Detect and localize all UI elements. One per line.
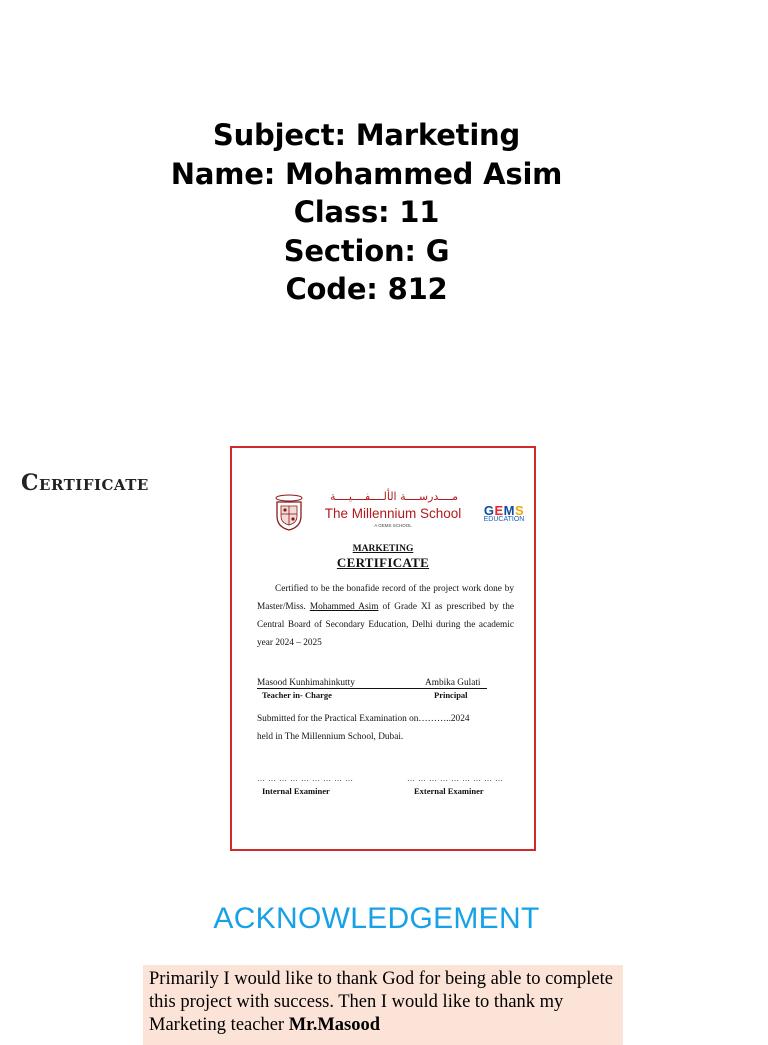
acknowledgement-teacher-name: Mr.Masood: [288, 1015, 381, 1035]
certificate-heading: CERTIFICATE: [336, 555, 430, 570]
school-crest-icon: [272, 494, 306, 532]
teacher-name: Masood Kunhimahinkutty: [257, 678, 355, 688]
signature-names: [257, 678, 487, 689]
school-subtitle: A GEMS SCHOOL: [374, 523, 412, 528]
principal-role: Principal: [434, 690, 468, 700]
gems-wordmark: GEMS: [483, 503, 525, 518]
external-examiner-label: External Examiner: [414, 786, 484, 796]
certificate-card: [230, 446, 536, 851]
cover-code: Code: 812: [285, 272, 448, 306]
principal-name: Ambika Gulati: [425, 678, 481, 688]
gems-education-label: EDUCATION: [483, 516, 525, 523]
certificate-side-label: Certificate: [21, 470, 149, 496]
gems-education-logo: [482, 503, 526, 523]
cover-name: Name: Mohammed Asim: [170, 156, 563, 191]
cover-details: [0, 116, 733, 309]
cover-subject: Subject: Marketing: [212, 118, 521, 152]
signature-roles: [262, 690, 512, 700]
internal-examiner-label: Internal Examiner: [262, 786, 330, 796]
cover-class: Class: 11: [293, 195, 440, 229]
submission-note: [257, 710, 497, 746]
student-name: Mohammed Asim: [309, 602, 379, 612]
cover-section: Section: G: [283, 233, 450, 268]
certificate-subject: MARKETING: [352, 544, 414, 554]
acknowledgement-text: Primarily I would like to thank God for being able to complete this project with success. Then I would like to thank my Marketing teacher: [149, 969, 613, 1035]
submission-line-2: held in The Millennium School, Dubai.: [257, 732, 404, 742]
certificate-body: [257, 580, 514, 652]
school-name-arabic: مــــدرســــة الألــــفــــيــــة: [330, 490, 458, 503]
certificate-body-prefix: Certified to be the bonafide record of the project work done by Master/Miss.: [257, 584, 514, 612]
school-name: The Millennium School: [324, 506, 462, 521]
external-examiner-signature-line: … … … … … … … … …: [407, 774, 504, 783]
internal-examiner-signature-line: … … … … … … … … …: [257, 774, 354, 783]
teacher-role: Teacher in- Charge: [262, 690, 332, 700]
acknowledgement-text-box: [143, 965, 623, 1045]
certificate-body-suffix: of Grade XI as prescribed by the Central Board of Secondary Education, Delhi during the academic year 2024 – 2025: [257, 602, 514, 648]
submission-line-1: Submitted for the Practical Examination on………..2024: [257, 714, 470, 724]
acknowledgement-heading: ACKNOWLEDGEMENT: [213, 902, 540, 935]
